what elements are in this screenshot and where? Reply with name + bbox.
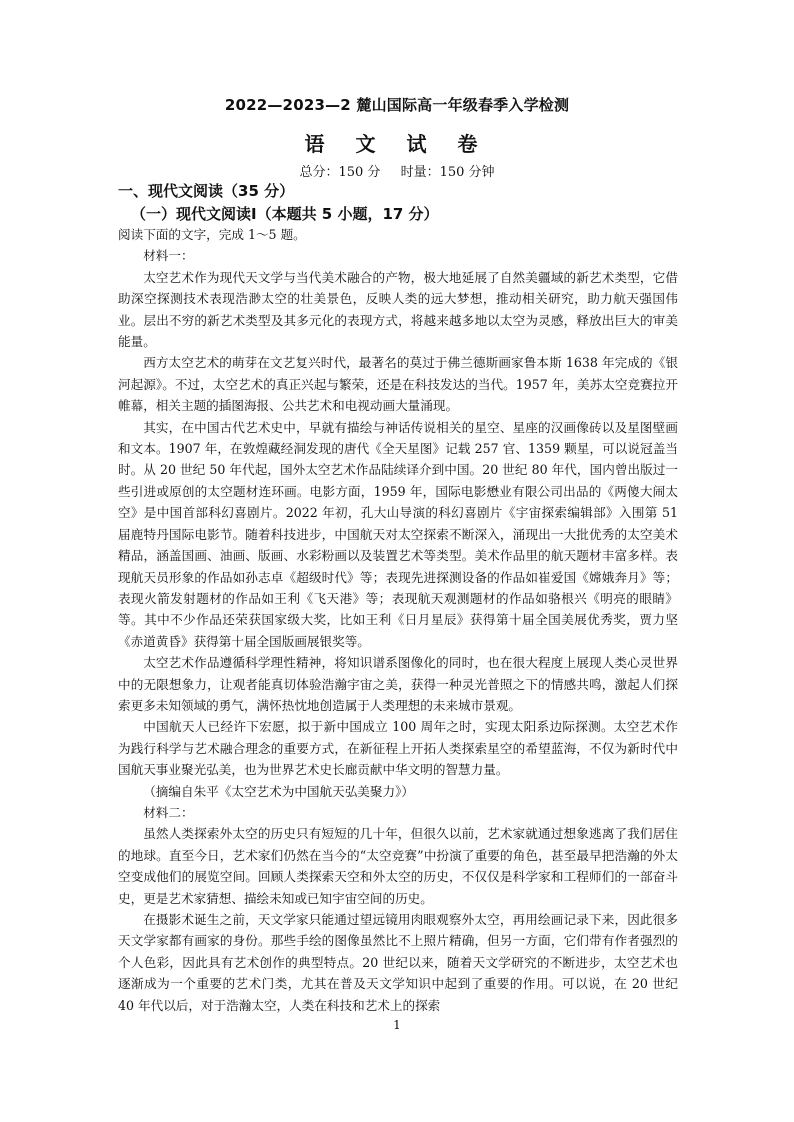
page-number: 1 — [393, 1018, 401, 1032]
paragraph: 中国航天人已经许下宏愿，拟于新中国成立 100 周年之时，实现太阳系边际探测。太空艺术作为践行科学与艺术融合理念的重要方式，在新征程上开拓人类探索星空的希望蓝海，不仅为新时代中国航天事业聚光弘美，也为世界艺术史长廊贡献中华文明的智慧力量。 — [118, 719, 678, 778]
paragraph: 太空艺术作为现代天文学与当代美术融合的产物，极大地延展了自然美疆域的新艺术类型，它借助深空探测技术表现浩渺太空的壮美景色，反映人类的远大梦想，推动相关研究，助力航天强国伟业。层出不穷的新艺术类型及其多元化的表现方式，将越来越多地以太空为灵感，释放出巨大的审美能量。 — [118, 269, 678, 350]
total-score: 总分：150 分 — [299, 165, 381, 180]
material-label: 材料一： — [143, 248, 194, 264]
material-label: 材料二： — [143, 804, 194, 820]
instruction: 阅读下面的文字，完成 1～5 题。 — [118, 227, 306, 242]
subsection-title: （一）现代文阅读Ⅰ（本题共 5 小题，17 分） — [131, 205, 439, 223]
paragraph: 在摄影术诞生之前，天文学家只能通过望远镜用肉眼观察外太空，再用绘画记录下来，因此很多天文学家都有画家的身份。那些手绘的图像虽然比不上照片精确，但另一方面，它们带有作者强烈的个人色彩，因此具有艺术创作的典型特点。20 世纪以来，随着天文学研究的不断进步，太空艺术也逐渐成为一个重要的艺术门类，尤其在普及天文学知识中起到了重要的作用。可以说，在 20 世纪 40 年代以后，对于浩瀚太空，人类在科技和艺术上的探索 — [118, 912, 678, 1013]
exam-meta — [0, 161, 794, 180]
source-citation: （摘编自朱平《太空艺术为中国航天弘美聚力》） — [143, 783, 414, 799]
reading-passage — [118, 224, 678, 1016]
paragraph: 虽然人类探索外太空的历史只有短短的几十年，但很久以前，艺术家就通过想象逃离了我们居住的地球。直至今日，艺术家们仍然在当今的“太空竞赛”中扮演了重要的角色，甚至最早把浩瀚的外太空变成他们的展览空间。回顾人类探索天空和外太空的历史，不仅仅是科学家和工程师们的一部奋斗史，更是艺术家猜想、描绘未知或已知宇宙空间的历史。 — [118, 826, 678, 906]
paragraph: 西方太空艺术的萌芽在文艺复兴时代，最著名的莫过于佛兰德斯画家鲁本斯 1638 年完成的《银河起源》。不过，太空艺术的真正兴起与繁荣，还是在科技发达的当代。1957 年，美苏太空竞赛拉开帷幕，相关主题的插图海报、公共艺术和电视动画大量涌现。 — [118, 355, 678, 414]
section-title: 一、现代文阅读（35 分） — [118, 182, 295, 200]
exam-title: 2022—2023—2 麓山国际高一年级春季入学检测 — [224, 96, 570, 114]
paragraph: 其实，在中国古代艺术史中，早就有描绘与神话传说相关的星空、星座的汉画像砖以及星图壁画和文本。1907 年，在敦煌藏经洞发现的唐代《全天星图》记载 257 官、1359 颗星，可以说冠盖当时。从 20 世纪 50 年代起，国外太空艺术作品陆续译介到中国。20 世纪 80 年代，国内曾出版过一些引进或原创的太空题材连环画。电影方面，1959 年，国际电影懋业有限公司出品的《两傻大闹太空》是中国首部科幻喜剧片。2022 年初，孔大山导演的科幻喜剧片《宇宙探索编辑部》入围第 51 届鹿特丹国际电影节。随着科技进步，中国航天对太空探索不断深入，涌现出一大批优秀的太空美术精品，涵盖国画、油画、版画、水彩粉画以及装置艺术等类型。美术作品里的航天题材丰富多样。表现航天员形象的作品如孙志卓《超级时代》等；表现先进探测设备的作品如崔爱国《嫦娥奔月》等；表现火箭发射题材的作品如王利《飞天港》等；表现航天观测题材的作品如骆根兴《明亮的眼睛》等。其中不少作品还荣获国家级大奖，比如王利《日月星辰》获得第十届全国美展优秀奖，贾力坚《赤道黄昏》获得第十届全国版画展银奖等。 — [118, 419, 678, 649]
exam-duration: 时量：150 分钟 — [400, 165, 495, 180]
paragraph: 太空艺术作品遵循科学理性精神，将知识谱系图像化的同时，也在很大程度上展现人类心灵世界中的无限想象力，让观者能真切体验浩瀚宇宙之美，获得一种灵光普照之下的情感共鸣，激起人们探索更多未知领域的勇气，满怀热忱地创造属于人类理想的未来城市景观。 — [118, 655, 678, 713]
paper-title: 语 文 试 卷 — [304, 132, 490, 156]
